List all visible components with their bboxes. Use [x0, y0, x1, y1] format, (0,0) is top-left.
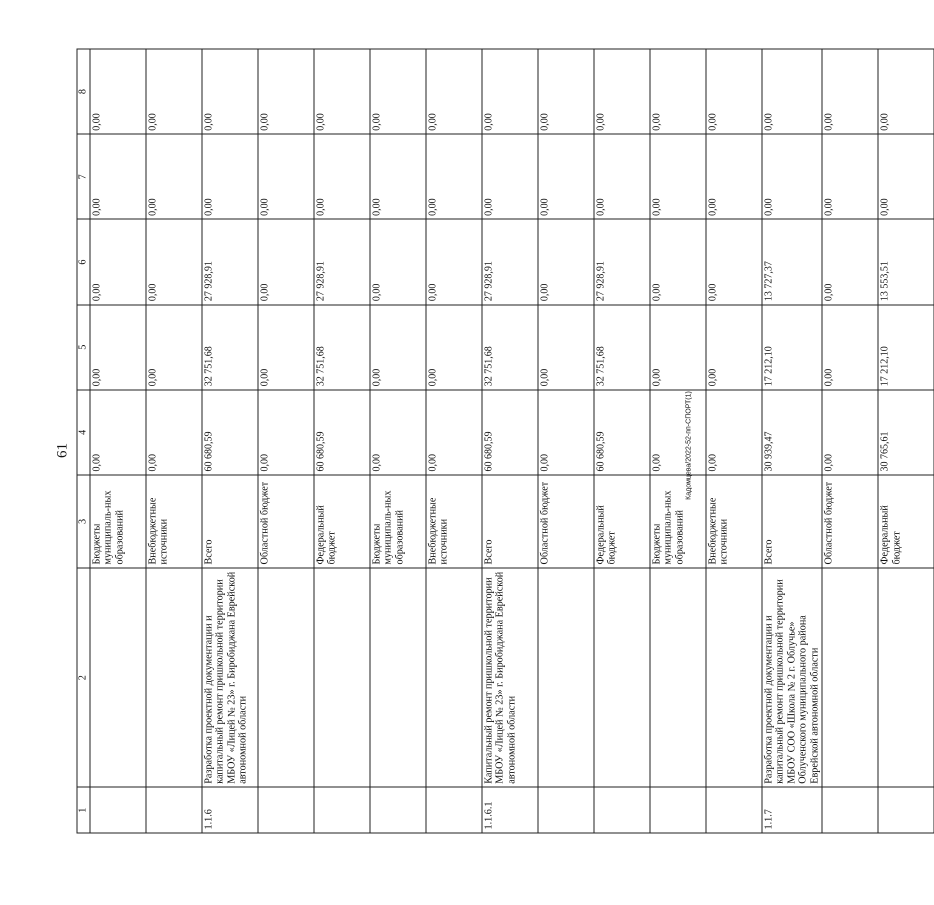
- header-cell: 8: [77, 49, 90, 134]
- funding-source-cell: Областной бюджет: [822, 475, 878, 568]
- total-value-cell: 0,00: [146, 390, 202, 475]
- total-value-cell: 30 765,61: [878, 390, 934, 475]
- total-value-cell: 0,00: [90, 390, 146, 475]
- table-row: [482, 49, 538, 833]
- item-number-cell: [370, 787, 426, 833]
- funding-source-cell: Всего: [202, 475, 258, 568]
- year-value-cell: 27 928,91: [594, 219, 650, 304]
- year-value-cell: 0,00: [426, 49, 482, 134]
- item-description-cell: [146, 568, 202, 787]
- year-value-cell: 0,00: [90, 49, 146, 134]
- item-number-cell: [426, 787, 482, 833]
- total-value-cell: 0,00: [538, 390, 594, 475]
- year-value-cell: 0,00: [202, 134, 258, 219]
- item-number-cell: [314, 787, 370, 833]
- header-row: [77, 49, 90, 833]
- total-value-cell: 60 680,59: [594, 390, 650, 475]
- document-code: Кадомцева/2022-52-пп-СПОРТ(1): [685, 391, 693, 500]
- year-value-cell: 0,00: [822, 134, 878, 219]
- year-value-cell: 32 751,68: [594, 305, 650, 390]
- item-number-cell: [822, 787, 878, 833]
- funding-source-cell: Внебюджетные источники: [146, 475, 202, 568]
- year-value-cell: 0,00: [706, 305, 762, 390]
- year-value-cell: 0,00: [482, 49, 538, 134]
- item-description-cell: [90, 568, 146, 787]
- year-value-cell: 17 212,10: [762, 305, 822, 390]
- table-row: [202, 49, 258, 833]
- item-number-cell: 1.1.6.1: [482, 787, 538, 833]
- item-number-cell: [258, 787, 314, 833]
- table-row: [594, 49, 650, 833]
- item-number-cell: [706, 787, 762, 833]
- item-description-cell: [878, 568, 934, 787]
- header-cell: 2: [77, 568, 90, 787]
- year-value-cell: 32 751,68: [202, 305, 258, 390]
- year-value-cell: 0,00: [878, 134, 934, 219]
- header-cell: 7: [77, 134, 90, 219]
- year-value-cell: 0,00: [146, 219, 202, 304]
- table-row: [762, 49, 822, 833]
- funding-source-cell: Федеральный бюджет: [314, 475, 370, 568]
- year-value-cell: 0,00: [822, 49, 878, 134]
- year-value-cell: 0,00: [90, 305, 146, 390]
- item-description-cell: [538, 568, 594, 787]
- year-value-cell: 0,00: [146, 134, 202, 219]
- year-value-cell: 27 928,91: [202, 219, 258, 304]
- funding-source-cell: Областной бюджет: [538, 475, 594, 568]
- budget-table: [76, 49, 934, 834]
- item-number-cell: [650, 787, 706, 833]
- year-value-cell: 0,00: [538, 49, 594, 134]
- table-row: [822, 49, 878, 833]
- year-value-cell: 27 928,91: [482, 219, 538, 304]
- year-value-cell: 0,00: [650, 134, 706, 219]
- year-value-cell: 0,00: [426, 134, 482, 219]
- year-value-cell: 0,00: [258, 49, 314, 134]
- funding-source-cell: Федеральный бюджет: [594, 475, 650, 568]
- page-number: 61: [54, 443, 71, 458]
- year-value-cell: 0,00: [314, 134, 370, 219]
- funding-source-cell: Бюджеты муниципаль-ных образований: [650, 475, 706, 568]
- funding-source-cell: Бюджеты муниципаль-ных образований: [90, 475, 146, 568]
- year-value-cell: 0,00: [650, 49, 706, 134]
- funding-source-cell: Внебюджетные источники: [426, 475, 482, 568]
- year-value-cell: 0,00: [650, 219, 706, 304]
- item-number-cell: 1.1.6: [202, 787, 258, 833]
- year-value-cell: 0,00: [202, 49, 258, 134]
- year-value-cell: 0,00: [706, 219, 762, 304]
- item-description-cell: [650, 568, 706, 787]
- table-row: [90, 49, 146, 833]
- total-value-cell: 0,00: [426, 390, 482, 475]
- table-row: [706, 49, 762, 833]
- year-value-cell: 0,00: [258, 134, 314, 219]
- year-value-cell: 0,00: [706, 49, 762, 134]
- item-number-cell: [538, 787, 594, 833]
- table-row: [314, 49, 370, 833]
- year-value-cell: 0,00: [146, 49, 202, 134]
- table-row: [538, 49, 594, 833]
- year-value-cell: 0,00: [482, 134, 538, 219]
- year-value-cell: 0,00: [538, 134, 594, 219]
- year-value-cell: 0,00: [426, 305, 482, 390]
- header-cell: 3: [77, 475, 90, 568]
- item-description-cell: [706, 568, 762, 787]
- year-value-cell: 0,00: [594, 49, 650, 134]
- item-number-cell: [594, 787, 650, 833]
- item-description-cell: [426, 568, 482, 787]
- table-row: [146, 49, 202, 833]
- item-number-cell: [90, 787, 146, 833]
- item-description-cell: [370, 568, 426, 787]
- year-value-cell: 0,00: [314, 49, 370, 134]
- year-value-cell: 0,00: [370, 219, 426, 304]
- table-row: [258, 49, 314, 833]
- year-value-cell: 0,00: [706, 134, 762, 219]
- total-value-cell: 0,00: [706, 390, 762, 475]
- year-value-cell: 0,00: [594, 134, 650, 219]
- year-value-cell: 0,00: [538, 305, 594, 390]
- total-value-cell: 0,00: [258, 390, 314, 475]
- funding-source-cell: Всего: [762, 475, 822, 568]
- total-value-cell: 30 939,47: [762, 390, 822, 475]
- year-value-cell: 0,00: [538, 219, 594, 304]
- year-value-cell: 0,00: [650, 305, 706, 390]
- table-row: [370, 49, 426, 833]
- year-value-cell: 13 727,37: [762, 219, 822, 304]
- year-value-cell: 0,00: [762, 49, 822, 134]
- item-number-cell: 1.1.7: [762, 787, 822, 833]
- funding-source-cell: Бюджеты муниципаль-ных образований: [370, 475, 426, 568]
- table-row: [650, 49, 706, 833]
- year-value-cell: 0,00: [258, 219, 314, 304]
- year-value-cell: 0,00: [762, 134, 822, 219]
- total-value-cell: 0,00: [650, 390, 706, 475]
- year-value-cell: 17 212,10: [878, 305, 934, 390]
- total-value-cell: 0,00: [822, 390, 878, 475]
- item-description-cell: [258, 568, 314, 787]
- funding-source-cell: Внебюджетные источники: [706, 475, 762, 568]
- total-value-cell: 0,00: [370, 390, 426, 475]
- total-value-cell: 60 680,59: [482, 390, 538, 475]
- year-value-cell: 0,00: [426, 219, 482, 304]
- header-cell: 1: [77, 787, 90, 833]
- header-cell: 5: [77, 305, 90, 390]
- header-cell: 6: [77, 219, 90, 304]
- year-value-cell: 0,00: [370, 134, 426, 219]
- year-value-cell: 27 928,91: [314, 219, 370, 304]
- year-value-cell: 32 751,68: [482, 305, 538, 390]
- item-description-cell: [594, 568, 650, 787]
- total-value-cell: 60 680,59: [202, 390, 258, 475]
- total-value-cell: 60 680,59: [314, 390, 370, 475]
- item-description-cell: Разработка проектной документации и капитальный ремонт пришкольной территории МБОУ «Лицей № 23» г. Биробиджана Еврейской автономной области: [202, 568, 258, 787]
- year-value-cell: 0,00: [258, 305, 314, 390]
- year-value-cell: 32 751,68: [314, 305, 370, 390]
- year-value-cell: 0,00: [90, 134, 146, 219]
- item-description-cell: [822, 568, 878, 787]
- year-value-cell: 0,00: [146, 305, 202, 390]
- item-number-cell: [146, 787, 202, 833]
- funding-source-cell: Всего: [482, 475, 538, 568]
- funding-source-cell: Областной бюджет: [258, 475, 314, 568]
- year-value-cell: 0,00: [878, 49, 934, 134]
- table-row: [426, 49, 482, 833]
- funding-source-cell: Федеральный бюджет: [878, 475, 934, 568]
- item-description-cell: Капитальный ремонт пришкольной территории МБОУ «Лицей № 23» г. Биробиджана Еврейской автономной области: [482, 568, 538, 787]
- year-value-cell: 0,00: [90, 219, 146, 304]
- year-value-cell: 13 553,51: [878, 219, 934, 304]
- year-value-cell: 0,00: [370, 305, 426, 390]
- year-value-cell: 0,00: [822, 305, 878, 390]
- year-value-cell: 0,00: [370, 49, 426, 134]
- item-description-cell: [314, 568, 370, 787]
- year-value-cell: 0,00: [822, 219, 878, 304]
- header-cell: 4: [77, 390, 90, 475]
- item-description-cell: Разработка проектной документации и капитальный ремонт пришкольной территории МБОУ СОО «Школа № 2 г. Облучье» Облученского муниципального района Еврейской автономной области: [762, 568, 822, 787]
- item-number-cell: [878, 787, 934, 833]
- table-row: [878, 49, 934, 833]
